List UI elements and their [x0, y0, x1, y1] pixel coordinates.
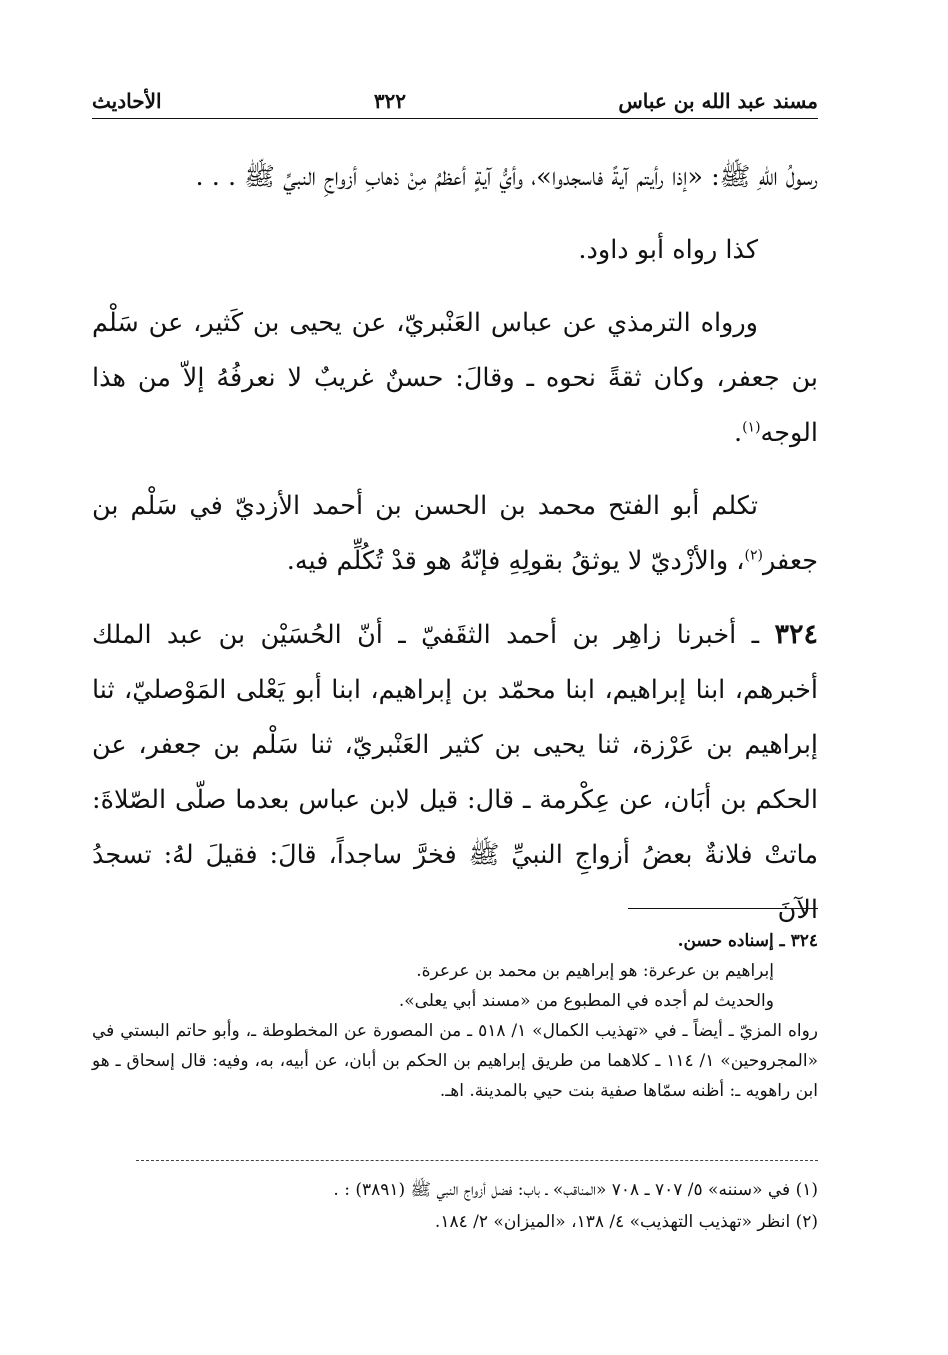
paragraph-tirmidhi-text: ورواه الترمذي عن عباس العَنْبريّ، عن يحيى بن كَثير، عن سَلْم بن جعفر، وكان ثقةً نحوه ـ وقالَ: حسنٌ غريبٌ لا نعرفُهُ إلاّ من هذا الوجه [92, 308, 818, 448]
page-number: ٣٢٢ [373, 89, 407, 113]
notes-divider [628, 908, 818, 909]
hadith-text: ـ أخبرنا زاهِر بن أحمد الثقَفيّ ـ أنّ الحُسَيْن بن عبد الملك أخبرهم، ابنا إبراهيم، ابنا محمّد بن إبراهيم، ابنا أبو يَعْلى المَوْصليّ، ثنا إبراهيم بن عَرْزة، ثنا يحيى بن كثير العَنْبريّ، ثنا سَلْم بن جعفر، عن الحكم بن أبَان، عن عِكْرمة ـ قال: قيل لابن عباس بعدما صلّى الصّلاةَ: ماتتْ فلانةٌ بعضُ أزواجِ النبيِّ ﷺ فخرَّ ساجداً، قالَ: فقيلَ لهُ: تسجدُ الآنَ [92, 620, 818, 925]
paragraph-tirmidhi [92, 296, 818, 461]
editor-notes [92, 926, 818, 1106]
hadith-number: ٣٢٤ [774, 619, 818, 650]
book-title: مسند عبد الله بن عباس [618, 89, 818, 113]
footnote-ref-1: (١) [742, 419, 761, 436]
footnotes [92, 1174, 818, 1238]
note-musnad: والحديث لم أجده في المطبوع من «مسند أبي يعلى». [398, 991, 774, 1011]
note-ibrahim: إبراهيم بن عرعرة: هو إبراهيم بن محمد بن عرعرة. [416, 961, 774, 981]
note-sources: رواه المزيّ ـ أيضاً ـ في «تهذيب الكمال» ١/ ٥١٨ ـ من المصورة عن المخطوطة ـ، وأبو حاتم البستي في «المجروحين» ١/ ١١٤ ـ كلاهما من طريق إبراهيم بن الحكم بن أبان، عن أبيه، به، وفيه: قال إسحاق ـ هو ابن راهويه ـ: أظنه سمّاها صفية بنت حيي بالمدينة. اهـ. [92, 1021, 818, 1101]
running-head [92, 84, 818, 119]
section-title: الأحاديث [92, 89, 162, 113]
footnote-ref-2: (٢) [744, 547, 763, 564]
paragraph-azdi-text: تكلم أبو الفتح محمد بن الحسن بن أحمد الأزديّ في سَلْم بن جعفر [92, 491, 818, 576]
note-isnad: ٣٢٤ ـ إسناده حسن. [677, 931, 818, 951]
footnote-1: (١) في «سننه» ٥/ ٧٠٧ ـ ٧٠٨ «المناقب» ـ باب: فضل أزواج النبي ﷺ (٣٨٩١) : . [333, 1180, 818, 1200]
main-text [92, 150, 818, 956]
footnote-2: (٢) انظر «تهذيب التهذيب» ٤/ ١٣٨، «الميزان» ٢/ ١٨٤. [434, 1212, 818, 1232]
paragraph-continuation: رسولُ اللّهِ ﷺ: «إذا رأيتم آيةً فاسجدوا»، وأيُّ آيةٍ أعظمُ مِنْ ذهابِ أزواجِ النبيِّ ﷺ . . . [195, 162, 818, 192]
paragraph-abu-dawud: كذا رواه أبو داود. [578, 235, 758, 265]
paragraph-azdi-end: ، والأزْديّ لا يوثقُ بقولِهِ فإنّهُ هو قدْ تُكُلِّم فيه. [286, 546, 745, 576]
hadith-paragraph [92, 607, 818, 938]
footnote-divider [136, 1160, 818, 1161]
paragraph-tirmidhi-end: . [733, 418, 743, 448]
paragraph-azdi [92, 479, 818, 589]
